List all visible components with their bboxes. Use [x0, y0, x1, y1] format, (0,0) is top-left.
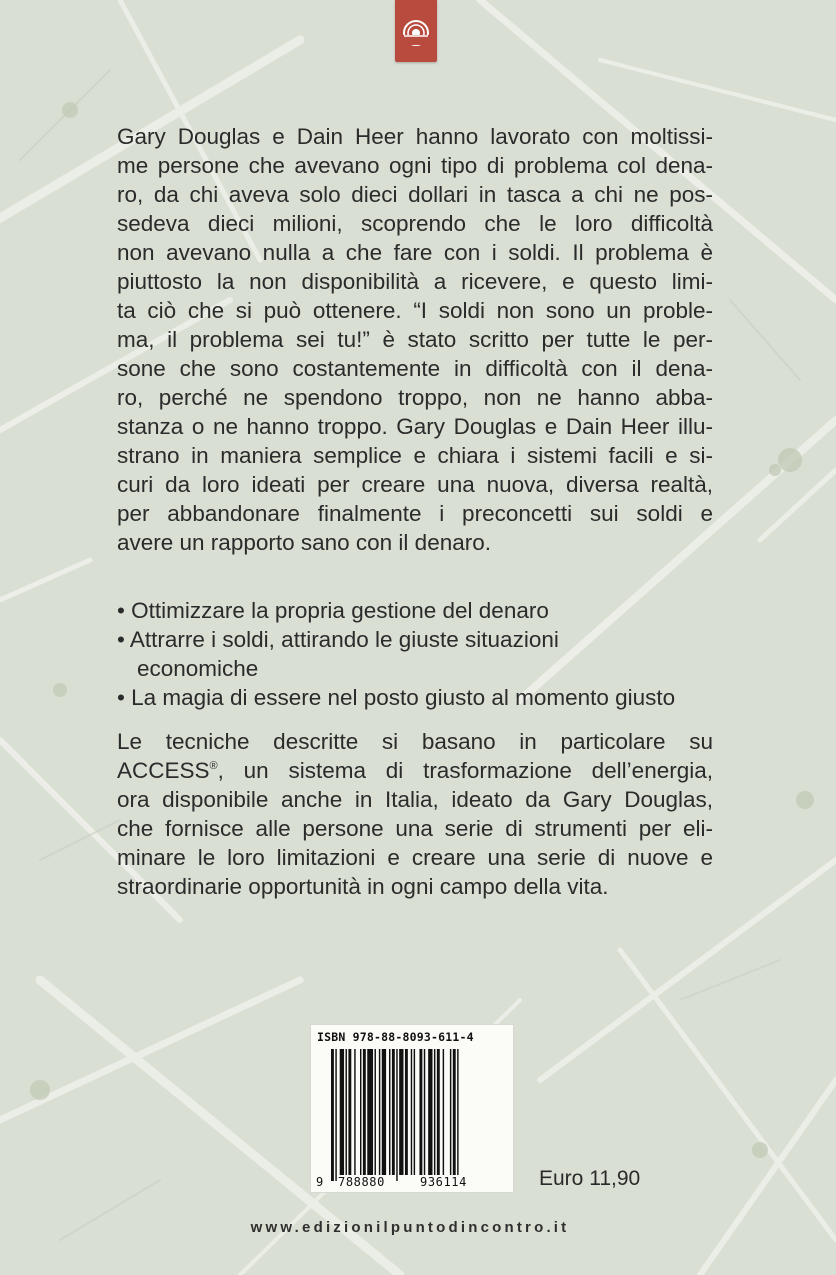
spiral-eye-icon	[399, 18, 433, 48]
barcode-bar	[396, 1049, 397, 1181]
barcode-bar	[443, 1049, 444, 1175]
barcode-bar	[434, 1049, 435, 1175]
publisher-website	[0, 1219, 836, 1236]
description-line: sone che sono costantemente in difficoltà con il dena-	[117, 356, 713, 381]
barcode-bar	[375, 1049, 376, 1175]
bullet-list	[117, 596, 713, 712]
techniques-line-rest: , un sistema di trasformazione dell’energia,	[217, 758, 713, 783]
access-brand: ACCESS	[117, 758, 210, 783]
barcode-bar	[437, 1049, 440, 1175]
publisher-logo	[395, 0, 437, 62]
barcode-bar	[428, 1049, 432, 1175]
barcode-bar	[335, 1049, 336, 1181]
barcode-bar	[414, 1049, 415, 1175]
barcode-bar	[424, 1049, 425, 1175]
ean-first-digit: 9	[316, 1175, 324, 1189]
description-line: non avevano nulla a che fare con i soldi. Il problema è	[117, 240, 713, 265]
description-paragraph	[117, 122, 713, 557]
techniques-paragraph	[117, 727, 713, 901]
description-line: me persone che avevano ogni tipo di problema col dena-	[117, 153, 713, 178]
techniques-line: minare le loro limitazioni e creare una serie di nuove e	[117, 845, 713, 870]
barcode-bar	[360, 1049, 361, 1175]
barcode-bar	[363, 1049, 366, 1175]
description-line: ma, il problema sei tu!” è stato scritto per tutte le per-	[117, 327, 713, 352]
techniques-line: straordinarie opportunità in ogni campo della vita.	[117, 874, 609, 899]
techniques-line: ora disponibile anche in Italia, ideato da Gary Douglas,	[117, 787, 713, 812]
bullet-item-continuation: economiche	[137, 656, 259, 681]
bullet-item: • Attrarre i soldi, attirando le giuste situazioni	[117, 627, 559, 652]
barcode-bar	[340, 1049, 344, 1175]
barcode-bar	[450, 1049, 451, 1175]
barcode-bar	[382, 1049, 386, 1175]
description-line: avere un rapporto sano con il denaro.	[117, 530, 491, 555]
website-url: www.edizionilpuntodincontro.it	[250, 1219, 570, 1236]
description-line: Gary Douglas e Dain Heer hanno lavorato con moltissi-	[117, 124, 713, 149]
barcode-bars	[311, 1025, 513, 1192]
bullet-item: • La magia di essere nel posto giusto al momento giusto	[117, 685, 676, 710]
description-line: curi da loro ideati per creare una nuova, diversa realtà,	[117, 472, 713, 497]
barcode-bar	[411, 1049, 412, 1175]
barcode-bar	[348, 1049, 351, 1175]
bullet-item: • Ottimizzare la propria gestione del denaro	[117, 598, 549, 623]
ean-right-group: 936114	[420, 1175, 467, 1189]
barcode-bar	[379, 1049, 380, 1175]
techniques-line	[117, 756, 713, 785]
registered-mark: ®	[209, 760, 218, 772]
barcode-bar	[331, 1049, 334, 1181]
barcode-bar	[354, 1049, 355, 1175]
isbn-label: ISBN 978-88-8093-611-4	[317, 1030, 474, 1044]
description-line: stanza o ne hanno troppo. Gary Douglas e Dain Heer illu-	[117, 414, 713, 439]
barcode-bar	[453, 1049, 456, 1175]
barcode-bar	[346, 1049, 347, 1175]
price-label: Euro 11,90	[539, 1167, 641, 1190]
techniques-line: Le tecniche descritte si basano in particolare su	[117, 729, 713, 754]
barcode-bar	[405, 1049, 408, 1175]
ean-left-group: 788880	[338, 1175, 385, 1189]
techniques-line: che fornisce alle persone una serie di strumenti per eli-	[117, 816, 713, 841]
barcode-bar	[389, 1049, 390, 1175]
description-line: per abbandonare finalmente i preconcetti sui soldi e	[117, 501, 713, 526]
description-line: strano in maniera semplice e chiara i sistemi facili e si-	[117, 443, 713, 468]
description-line: piuttosto la non disponibilità a ricevere, e questo limi-	[117, 269, 713, 294]
barcode-bar	[457, 1049, 458, 1181]
barcode-bar	[419, 1049, 422, 1175]
description-line: ta ciò che si può ottenere. “I soldi non sono un proble-	[117, 298, 713, 323]
description-line: sedeva dieci milioni, scoprendo che le loro difficoltà	[117, 211, 713, 236]
description-line: ro, perché ne spendono troppo, non ne hanno abba-	[117, 385, 713, 410]
barcode-bar	[392, 1049, 395, 1175]
description-line: ro, da chi aveva solo dieci dollari in tasca a chi ne pos-	[117, 182, 713, 207]
barcode-bar	[367, 1049, 373, 1175]
barcode-bar	[399, 1049, 403, 1175]
isbn-barcode	[310, 1024, 514, 1193]
